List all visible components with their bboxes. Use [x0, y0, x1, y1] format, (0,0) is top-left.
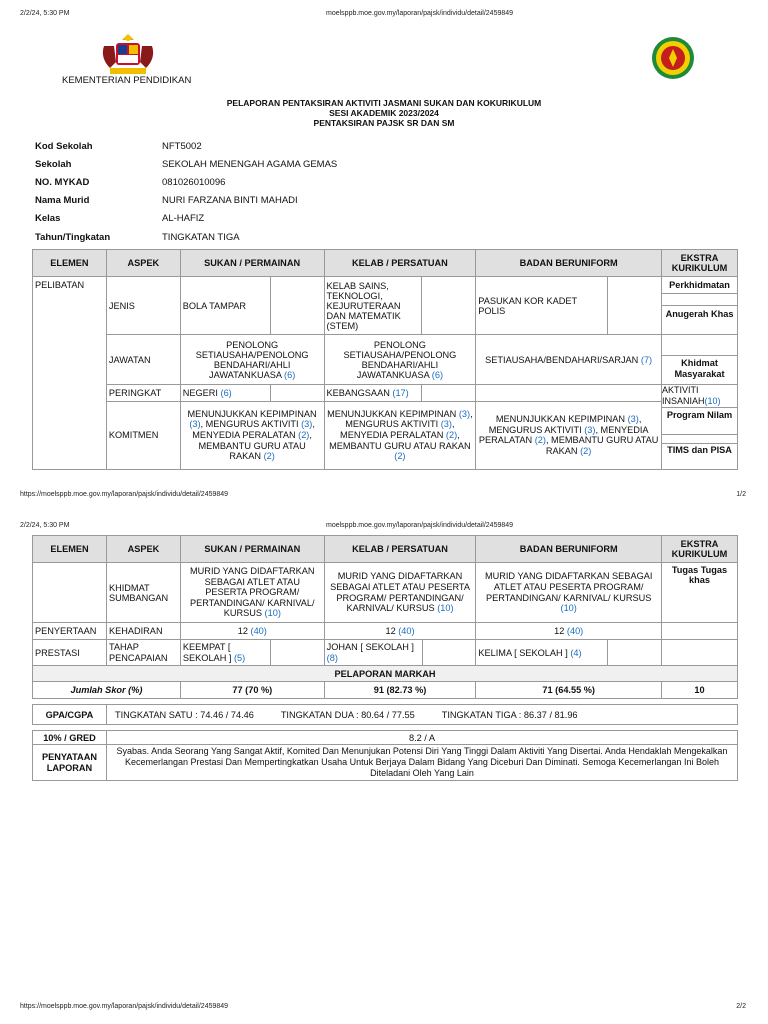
info-key: Nama Murid — [35, 195, 90, 207]
prestasi-kelab — [324, 640, 422, 666]
peringkat-sukan-text: NEGERI — [182, 387, 218, 398]
kehadiran-badan — [476, 623, 662, 640]
print-timestamp: 2/2/24, 5:30 PM — [20, 522, 70, 529]
peringkat-kelab-score: (17) — [392, 387, 409, 398]
ekstra-aktiviti-insaniah — [662, 385, 737, 408]
kehadiran-sukan-score: (40) — [250, 626, 267, 636]
info-key: Tahun/Tingkatan — [35, 231, 111, 243]
ekstra-tugas-khas: Tugas Tugas khas — [661, 563, 737, 623]
jumlah-badan: 71 (64.55 %) — [476, 682, 662, 699]
t: , MENYEDIA PERALATAN — [340, 419, 455, 440]
peringkat-sukan — [180, 385, 270, 402]
khidmat-kelab — [324, 563, 476, 623]
khidmat-badan-text: MURID YANG DIDAFTARKAN SEBAGAI ATLET ATAU PESERTA PROGRAM/ PERTANDINGAN/ KARNIVAL/ KURSUS — [484, 571, 653, 603]
t: , MENYEDIA PERALATAN — [192, 419, 315, 440]
ekstra-blank — [662, 435, 737, 444]
gred-value: 8.2 / A — [106, 731, 737, 745]
info-row — [35, 155, 337, 173]
page-2 — [0, 512, 768, 1024]
n: (3) — [440, 419, 452, 430]
jawatan-badan-score: (7) — [640, 354, 653, 365]
khidmat-sukan — [180, 563, 324, 623]
aspek-khidmat: KHIDMAT SUMBANGAN — [106, 563, 180, 623]
header-badan: BADAN BERUNIFORM — [476, 536, 662, 563]
header-ekstra: EKSTRA KURIKULUM — [661, 536, 737, 563]
page-number: 1/2 — [736, 491, 746, 498]
prestasi-badan-empty — [608, 640, 662, 666]
pelaporan-markah-heading: PELAPORAN MARKAH — [33, 666, 738, 682]
t: , MEMBANTU GURU ATAU RAKAN — [545, 435, 659, 456]
prestasi-kelab-empty — [422, 640, 476, 666]
pajsk-table-page2 — [32, 535, 738, 781]
n: (2) — [298, 429, 310, 440]
info-row — [35, 228, 337, 246]
jumlah-kelab: 91 (82.73 %) — [324, 682, 476, 699]
jumlah-skor-label: Jumlah Skor (%) — [33, 682, 181, 699]
n: (3) — [301, 419, 313, 430]
gpa-tingkatan-dua: TINGKATAN DUA : 80.64 / 77.55 — [280, 709, 415, 720]
info-value: 081026010096 — [162, 176, 226, 188]
n: (3) — [458, 408, 471, 419]
n: (2) — [394, 451, 406, 462]
title-line-3: PENTAKSIRAN PAJSK SR DAN SM — [313, 118, 455, 128]
jawatan-kelab-score: (6) — [431, 369, 444, 380]
malaysia-coat-of-arms-icon — [96, 32, 160, 78]
t: , MEMBANTU GURU ATAU RAKAN — [198, 429, 312, 462]
peringkat-kelab-empty — [422, 385, 476, 402]
pajsk-table-page1 — [32, 249, 738, 470]
kehadiran-kelab-score: (40) — [398, 626, 415, 636]
info-value: NURI FARZANA BINTI MAHADI — [162, 195, 298, 207]
n: (3) — [627, 414, 639, 425]
aspek-jawatan: JAWATAN — [106, 335, 180, 385]
info-row — [35, 173, 337, 191]
ekstra-anugerah-khas: Anugerah Khas — [665, 309, 734, 319]
info-row — [35, 137, 337, 155]
info-key: NO. MYKAD — [35, 176, 90, 188]
prestasi-sukan-text: KEEMPAT [ SEKOLAH ] — [182, 642, 232, 663]
header-aspek: ASPEK — [106, 536, 180, 563]
jawatan-badan-text: SETIAUSAHA/BENDAHARI/SARJAN — [485, 354, 639, 365]
peringkat-sukan-score: (6) — [220, 387, 232, 398]
prestasi-kelab-score: (8) — [326, 652, 338, 663]
info-value: TINGKATAN TIGA — [162, 231, 240, 243]
khidmat-sukan-text: MURID YANG DIDAFTARKAN SEBAGAI ATLET ATAU PESERTA PROGRAM/ PERTANDINGAN/ KARNIVAL/ KURSUS — [190, 566, 315, 619]
print-url: moelsppb.moe.gov.my/laporan/pajsk/individu/detail/2459849 — [326, 10, 514, 17]
info-value: NFT5002 — [162, 140, 202, 152]
t: , MENGURUS AKTIVITI — [488, 414, 642, 435]
kehadiran-kelab-value: 12 — [385, 626, 396, 636]
header-elemen: ELEMEN — [33, 536, 107, 563]
header-kelab: KELAB / PERSATUAN — [324, 250, 476, 277]
t: , MENGURUS AKTIVITI — [200, 419, 302, 430]
header-badan: BADAN BERUNIFORM — [476, 250, 662, 277]
header-elemen: ELEMEN — [33, 250, 107, 277]
title-line-2: SESI AKADEMIK 2023/2024 — [329, 108, 439, 118]
print-url: moelsppb.moe.gov.my/laporan/pajsk/individu/detail/2459849 — [326, 522, 514, 529]
elemen-prestasi: PRESTASI — [33, 640, 107, 666]
khidmat-kelab-score: (10) — [437, 603, 454, 614]
jenis-sukan: BOLA TAMPAR — [180, 277, 270, 335]
info-key: Kelas — [35, 213, 61, 225]
jenis-badan: PASUKAN KOR KADET POLIS — [476, 277, 608, 335]
t: , MENYEDIA PERALATAN — [478, 424, 649, 446]
kehadiran-badan-value: 12 — [554, 626, 565, 636]
prestasi-sukan — [180, 640, 270, 666]
footer-url: https://moelsppb.moe.gov.my/laporan/pajsk/individu/detail/2459849 — [20, 491, 229, 498]
info-value: SEKOLAH MENENGAH AGAMA GEMAS — [162, 158, 338, 170]
info-row — [35, 210, 337, 228]
jawatan-kelab — [324, 335, 476, 385]
jawatan-kelab-text: PENOLONG SETIAUSAHA/PENOLONG BENDAHARI/AHLI JAWATANKUASA — [343, 339, 457, 380]
jawatan-sukan-text: PENOLONG SETIAUSAHA/PENOLONG BENDAHARI/AHLI JAWATANKUASA — [195, 339, 309, 380]
t: MENUNJUKKAN KEPIMPINAN — [495, 414, 628, 425]
t: , MENGURUS AKTIVITI — [345, 408, 473, 430]
jawatan-badan — [476, 335, 662, 385]
report-title — [0, 98, 768, 128]
ekstra-insaniah-text: AKTIVITI INSANIAH — [662, 385, 705, 406]
n: (3) — [189, 419, 201, 430]
prestasi-sukan-empty — [270, 640, 324, 666]
komitmen-kelab — [324, 401, 476, 469]
peringkat-sukan-empty — [270, 385, 324, 402]
jenis-kelab: KELAB SAINS, TEKNOLOGI, KEJURUTERAAN DAN MATEMATIK (STEM) — [324, 277, 422, 335]
ekstra-program-nilam: Program Nilam — [662, 408, 737, 435]
elemen-penyertaan: PENYERTAAN — [33, 623, 107, 640]
kehadiran-sukan — [180, 623, 324, 640]
prestasi-badan-text: KELIMA [ SEKOLAH ] — [478, 647, 568, 658]
header-aspek: ASPEK — [106, 250, 180, 277]
ekstra-blank — [662, 335, 737, 356]
peringkat-badan-empty — [476, 385, 662, 402]
n: (3) — [584, 424, 596, 435]
ekstra-khidmat-masyarakat: Khidmat Masyarakat — [674, 358, 725, 379]
t: , MEMBANTU GURU ATAU RAKAN — [329, 429, 471, 451]
aspek-peringkat: PERINGKAT — [106, 385, 180, 402]
jawatan-sukan-score: (6) — [284, 369, 296, 380]
print-timestamp: 2/2/24, 5:30 PM — [20, 10, 70, 17]
kehadiran-badan-score: (40) — [566, 626, 584, 636]
khidmat-badan — [476, 563, 662, 623]
komitmen-sukan — [180, 401, 324, 469]
gpa-tingkatan-tiga: TINGKATAN TIGA : 86.37 / 81.96 — [441, 709, 578, 720]
prestasi-badan-score: (4) — [570, 647, 582, 658]
n: (2) — [445, 429, 458, 440]
gpa-tingkatan-satu: TINGKATAN SATU : 74.46 / 74.46 — [114, 709, 254, 720]
info-key: Sekolah — [35, 158, 72, 170]
peringkat-kelab-text: KEBANGSAAN — [326, 387, 390, 398]
jawatan-sukan — [180, 335, 324, 385]
gred-label: 10% / GRED — [33, 731, 107, 745]
n: (2) — [263, 451, 275, 462]
elemen-pelibatan: PELIBATAN — [33, 277, 107, 470]
peringkat-kelab — [324, 385, 422, 402]
header-ekstra: EKSTRA KURIKULUM — [662, 250, 738, 277]
negeri-sembilan-crest-icon — [650, 35, 696, 81]
n: (2) — [534, 435, 546, 446]
kehadiran-kelab — [324, 623, 476, 640]
t: MENUNJUKKAN KEPIMPINAN — [327, 408, 459, 419]
t: MENUNJUKKAN KEPIMPINAN — [187, 408, 317, 419]
gpa-label: GPA/CGPA — [33, 705, 107, 725]
prestasi-kelab-text: JOHAN [ SEKOLAH ] — [326, 642, 414, 652]
jenis-sukan-empty — [270, 277, 324, 335]
laporan-label: PENYATAAN LAPORAN — [33, 745, 107, 781]
ekstra-stack-2 — [662, 335, 738, 385]
khidmat-kelab-text: MURID YANG DIDAFTARKAN SEBAGAI ATLET ATAU PESERTA PROGRAM/ PERTANDINGAN/ KARNIVAL/ KURSUS — [330, 571, 470, 614]
title-line-1: PELAPORAN PENTAKSIRAN AKTIVITI JASMANI SUKAN DAN KOKURIKULUM — [226, 98, 542, 108]
aspek-jenis: JENIS — [106, 277, 180, 335]
ekstra-stack-3 — [662, 385, 738, 470]
aspek-kehadiran: KEHADIRAN — [106, 623, 180, 640]
header-kelab: KELAB / PERSATUAN — [324, 536, 476, 563]
header-sukan: SUKAN / PERMAINAN — [180, 536, 324, 563]
jenis-badan-empty — [608, 277, 662, 335]
header-sukan: SUKAN / PERMAINAN — [180, 250, 324, 277]
jumlah-sukan: 77 (70 %) — [180, 682, 324, 699]
ministry-name: KEMENTERIAN PENDIDIKAN — [62, 75, 192, 86]
ekstra-stack-1 — [662, 277, 738, 335]
laporan-text: Syabas. Anda Seorang Yang Sangat Aktif, Komited Dan Menunjukan Potensi Diri Yang Tinggi Dalam Aktiviti Yang Disertai. Anda Hendaklah Mengekalkan Kecemerlangan Prestasi Dan Mempertingkatkan Usaha Untuk Berjaya Dalam Bidang Yang Diceburi Dan Diminati. Semoga Kecemerlangan Ini Boleh Diteladani Oleh Yang Lain — [106, 745, 737, 781]
page-number: 2/2 — [736, 1003, 746, 1010]
aspek-komitmen: KOMITMEN — [106, 401, 180, 469]
komitmen-badan — [476, 401, 662, 469]
footer-url: https://moelsppb.moe.gov.my/laporan/pajsk/individu/detail/2459849 — [20, 1003, 229, 1010]
jumlah-ekstra: 10 — [661, 682, 737, 699]
ekstra-empty — [661, 623, 737, 640]
student-info — [35, 137, 337, 246]
jenis-kelab-empty — [422, 277, 476, 335]
prestasi-sukan-score: (5) — [234, 652, 246, 663]
kehadiran-sukan-value: 12 — [237, 626, 248, 636]
prestasi-badan — [476, 640, 608, 666]
info-value: AL-HAFIZ — [162, 213, 205, 225]
info-row — [35, 192, 337, 210]
ekstra-empty — [661, 640, 737, 666]
n: (2) — [580, 445, 592, 456]
ekstra-insaniah-score: (10) — [704, 396, 721, 406]
gpa-values — [106, 705, 737, 725]
ekstra-perkhidmatan: Perkhidmatan — [662, 277, 737, 294]
info-key: Kod Sekolah — [35, 140, 93, 152]
ekstra-blank — [662, 294, 737, 306]
ekstra-tims-pisa: TIMS dan PISA — [667, 445, 732, 455]
khidmat-sukan-score: (10) — [264, 608, 281, 619]
elemen-empty — [33, 563, 107, 623]
aspek-tahap-pencapaian: TAHAP PENCAPAIAN — [106, 640, 180, 666]
khidmat-badan-score: (10) — [560, 603, 577, 614]
